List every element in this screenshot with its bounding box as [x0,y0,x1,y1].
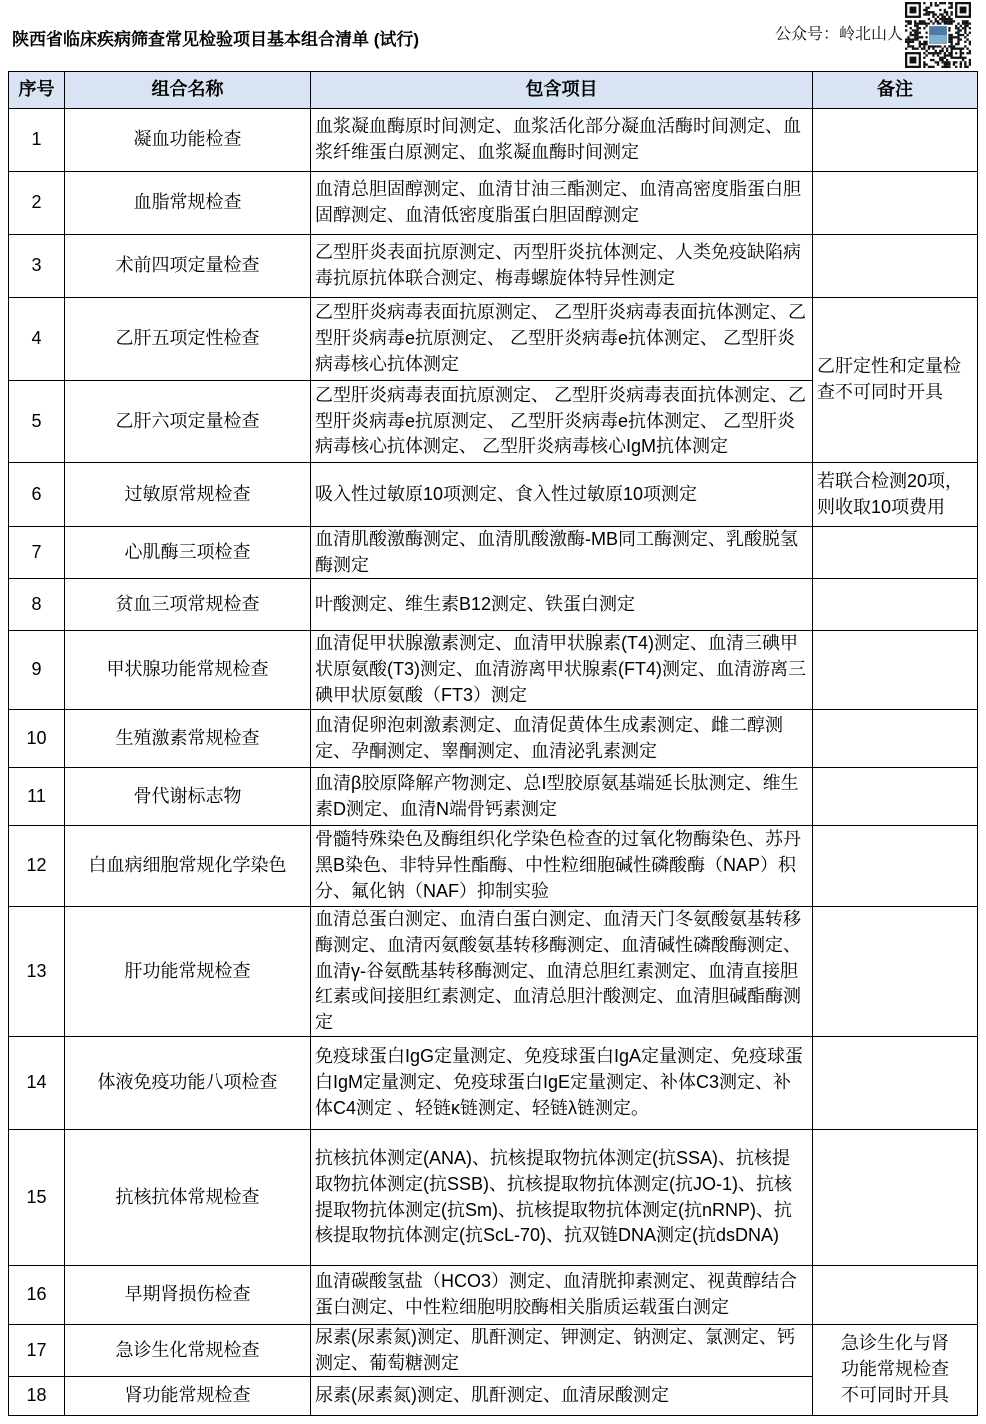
row-6-name: 过敏原常规检查 [65,463,311,527]
row-13-items: 血清总蛋白测定、血清白蛋白测定、血清天门冬氨酸氨基转移酶测定、血清丙氨酸氨基转移酶测定、血清碱性磷酸酶测定、血清γ-谷氨酰基转移酶测定、血清总胆红素测定、血清直接胆红素或间接胆红素测定、血清总胆汁酸测定、血清胆碱酯酶测定 [311,907,813,1037]
row-1-number: 1 [9,109,65,172]
row-15-remark [813,1130,978,1266]
row-5-name: 乙肝六项定量检查 [65,381,311,463]
header-remarks: 备注 [813,72,978,109]
row-10-remark [813,710,978,768]
row-10-items: 血清促卵泡刺激素测定、血清促黄体生成素测定、雌二醇测定、孕酮测定、睾酮测定、血清泌乳素测定 [311,710,813,768]
row-17-items: 尿素(尿素氮)测定、肌酐测定、钾测定、钠测定、氯测定、钙测定、葡萄糖测定 [311,1325,813,1377]
row-18-number: 18 [9,1377,65,1416]
row-8-number: 8 [9,579,65,631]
row-4-name: 乙肝五项定性检查 [65,298,311,381]
row-4-5-remark: 乙肝定性和定量检查不可同时开具 [813,298,978,463]
row-16-remark [813,1266,978,1325]
row-2-items: 血清总胆固醇测定、血清甘油三酯测定、血清高密度脂蛋白胆固醇测定、血清低密度脂蛋白胆固醇测定 [311,172,813,235]
row-8-remark [813,579,978,631]
row-11-items: 血清β胶原降解产物测定、总Ⅰ型胶原氨基端延长肽测定、维生素D测定、血清N端骨钙素测定 [311,768,813,826]
row-18-items: 尿素(尿素氮)测定、肌酐测定、血清尿酸测定 [311,1377,813,1416]
row-15-items: 抗核抗体测定(ANA)、抗核提取物抗体测定(抗SSA)、抗核提取物抗体测定(抗SSB)、抗核提取物抗体测定(抗JO-1)、抗核提取物抗体测定(抗Sm)、抗核提取物抗体测定(抗nRNP)、抗核提取物抗体测定(抗ScL-70)、抗双链DNA测定(抗dsDNA) [311,1130,813,1266]
row-4-items: 乙型肝炎病毒表面抗原测定、 乙型肝炎病毒表面抗体测定、乙型肝炎病毒e抗原测定、 乙型肝炎病毒e抗体测定、 乙型肝炎病毒核心抗体测定 [311,298,813,381]
row-17-name: 急诊生化常规检查 [65,1325,311,1377]
row-3-name: 术前四项定量检查 [65,235,311,298]
row-13-number: 13 [9,907,65,1037]
row-17-18-remark [813,1325,978,1416]
row-1-name: 凝血功能检查 [65,109,311,172]
row-2-remark [813,172,978,235]
row-12-items: 骨髓特殊染色及酶组织化学染色检查的过氧化物酶染色、苏丹黑B染色、非特异性酯酶、中性粒细胞碱性磷酸酶（NAP）积分、氟化钠（NAF）抑制实验 [311,826,813,907]
row-3-items: 乙型肝炎表面抗原测定、丙型肝炎抗体测定、人类免疫缺陷病毒抗原抗体联合测定、梅毒螺旋体特异性测定 [311,235,813,298]
row-3-remark [813,235,978,298]
row-7-items: 血清肌酸激酶测定、血清肌酸激酶-MB同工酶测定、乳酸脱氢酶测定 [311,527,813,579]
row-8-name: 贫血三项常规检查 [65,579,311,631]
row-17-number: 17 [9,1325,65,1377]
header-number: 序号 [9,72,65,109]
row-5-number: 5 [9,381,65,463]
row-17-18-remark-text: 急诊生化与肾功能常规检查不可同时开具 [841,1333,949,1405]
row-12-name: 白血病细胞常规化学染色 [65,826,311,907]
row-9-remark [813,631,978,710]
row-9-number: 9 [9,631,65,710]
row-9-items: 血清促甲状腺激素测定、血清甲状腺素(T4)测定、血清三碘甲状原氨酸(T3)测定、血清游离甲状腺素(FT4)测定、血清游离三碘甲状原氨酸（FT3）测定 [311,631,813,710]
row-8-items: 叶酸测定、维生素B12测定、铁蛋白测定 [311,579,813,631]
row-16-items: 血清碳酸氢盐（HCO3）测定、血清胱抑素测定、视黄醇结合蛋白测定、中性粒细胞明胶酶相关脂质运载蛋白测定 [311,1266,813,1325]
row-12-number: 12 [9,826,65,907]
wechat-account-label: 公众号：岭北山人 [775,26,904,43]
header-combination-name: 组合名称 [65,72,311,109]
row-16-name: 早期肾损伤检查 [65,1266,311,1325]
row-16-number: 16 [9,1266,65,1325]
row-4-number: 4 [9,298,65,381]
row-10-name: 生殖激素常规检查 [65,710,311,768]
row-7-name: 心肌酶三项检查 [65,527,311,579]
row-6-number: 6 [9,463,65,527]
row-13-remark [813,907,978,1037]
row-11-remark [813,768,978,826]
row-15-name: 抗核抗体常规检查 [65,1130,311,1266]
checklist-table [8,71,978,1416]
row-5-items: 乙型肝炎病毒表面抗原测定、 乙型肝炎病毒表面抗体测定、乙型肝炎病毒e抗原测定、 乙型肝炎病毒e抗体测定、 乙型肝炎病毒核心抗体测定、 乙型肝炎病毒核心IgM抗体测定 [311,381,813,463]
qr-code-icon [905,2,971,68]
row-2-name: 血脂常规检查 [65,172,311,235]
row-2-number: 2 [9,172,65,235]
row-14-items: 免疫球蛋白IgG定量测定、免疫球蛋白IgA定量测定、免疫球蛋白IgM定量测定、免疫球蛋白IgE定量测定、补体C3测定、补体C4测定 、轻链κ链测定、轻链λ链测定。 [311,1037,813,1130]
row-7-remark [813,527,978,579]
row-18-name: 肾功能常规检查 [65,1377,311,1416]
header-included-items: 包含项目 [311,72,813,109]
row-1-items: 血浆凝血酶原时间测定、血浆活化部分凝血活酶时间测定、血浆纤维蛋白原测定、血浆凝血酶时间测定 [311,109,813,172]
row-10-number: 10 [9,710,65,768]
row-14-name: 体液免疫功能八项检查 [65,1037,311,1130]
row-14-number: 14 [9,1037,65,1130]
document-title: 陕西省临床疾病筛查常见检验项目基本组合清单 (试行) [12,30,420,49]
row-15-number: 15 [9,1130,65,1266]
row-7-number: 7 [9,527,65,579]
row-12-remark [813,826,978,907]
row-13-name: 肝功能常规检查 [65,907,311,1037]
row-3-number: 3 [9,235,65,298]
row-9-name: 甲状腺功能常规检查 [65,631,311,710]
row-11-name: 骨代谢标志物 [65,768,311,826]
row-1-remark [813,109,978,172]
row-11-number: 11 [9,768,65,826]
row-6-items: 吸入性过敏原10项测定、食入性过敏原10项测定 [311,463,813,527]
row-6-remark: 若联合检测20项，则收取10项费用 [813,463,978,527]
row-14-remark [813,1037,978,1130]
